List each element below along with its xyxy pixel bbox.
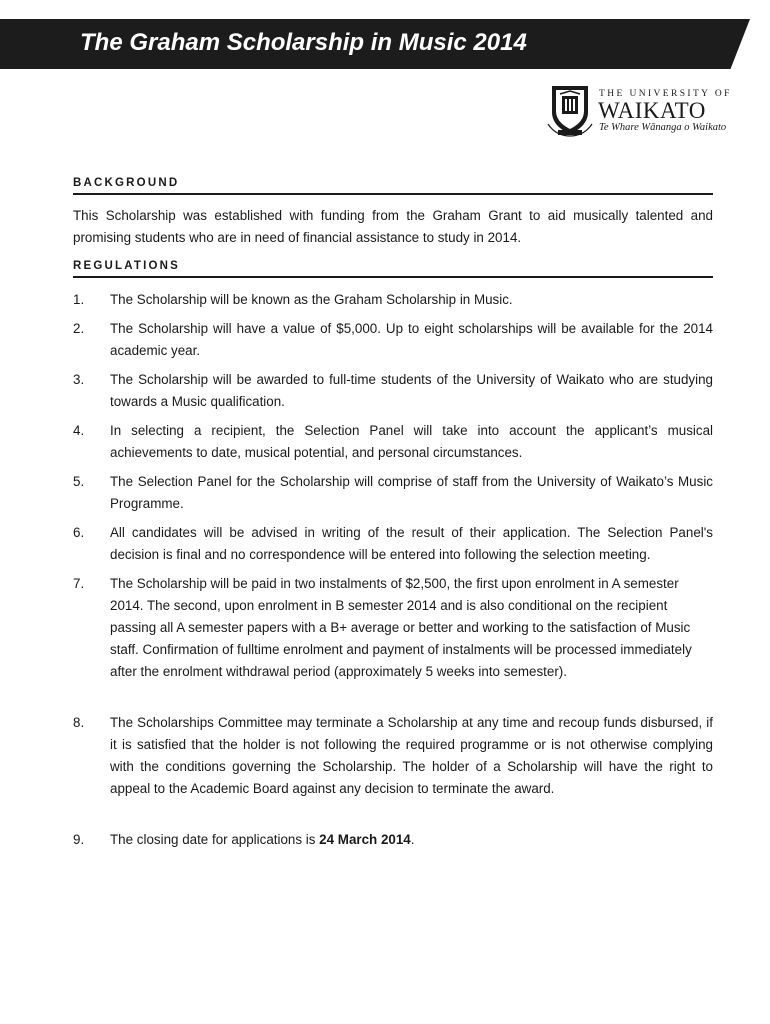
regulation-item-6 bbox=[73, 522, 713, 566]
university-of-label: THE UNIVERSITY OF bbox=[599, 89, 732, 99]
regulation-number: 3. bbox=[73, 372, 85, 387]
closing-date: 24 March 2014 bbox=[319, 832, 411, 847]
regulation-number: 7. bbox=[73, 576, 85, 591]
background-rule bbox=[73, 193, 713, 195]
background-heading: BACKGROUND bbox=[73, 177, 180, 189]
regulation-item-2 bbox=[73, 318, 713, 362]
regulation-item-7 bbox=[73, 573, 713, 683]
regulation-item-9 bbox=[73, 829, 713, 851]
regulations-rule bbox=[73, 276, 713, 278]
regulation-item-5 bbox=[73, 471, 713, 515]
regulation-text: The Scholarship will be known as the Graham Scholarship in Music. bbox=[110, 292, 513, 307]
page-title: The Graham Scholarship in Music 2014 bbox=[80, 29, 527, 56]
regulation-item-8 bbox=[73, 712, 713, 800]
regulation-number: 8. bbox=[73, 715, 85, 730]
university-logo bbox=[546, 82, 732, 138]
regulation-item-3 bbox=[73, 369, 713, 413]
background-text: This Scholarship was established with funding from the Graham Grant to aid musically talented and promising students who are in need of financial assistance to study in 2014. bbox=[73, 208, 713, 245]
crest-icon bbox=[546, 82, 594, 138]
closing-date-prefix: The closing date for applications is bbox=[110, 832, 320, 847]
regulation-text: The Selection Panel for the Scholarship will comprise of staff from the University of Waikato’s Music Programme. bbox=[110, 474, 713, 511]
regulation-text: The Scholarship will be awarded to full-time students of the University of Waikato who are studying towards a Music qualification. bbox=[110, 372, 713, 409]
regulation-item-4 bbox=[73, 420, 713, 464]
university-name: WAIKATO bbox=[598, 98, 706, 123]
closing-date-suffix: . bbox=[410, 832, 415, 847]
regulation-item-1 bbox=[73, 289, 713, 311]
regulation-text: The Scholarships Committee may terminate a Scholarship at any time and recoup funds disbursed, if it is satisfied that the holder is not following the required programme or is not otherwise complying with the conditions governing the Scholarship. The holder of a Scholarship will have the right to appeal to the Academic Board against any decision to terminate the award. bbox=[110, 715, 713, 796]
regulation-text: In selecting a recipient, the Selection Panel will take into account the applicant’s musical achievements to date, musical potential, and personal circumstances. bbox=[110, 423, 713, 460]
regulation-text: The Scholarship will have a value of $5,000. Up to eight scholarships will be available for the 2014 academic year. bbox=[110, 321, 713, 358]
regulation-number: 6. bbox=[73, 525, 85, 540]
regulation-number: 2. bbox=[73, 321, 85, 336]
regulation-text: The Scholarship will be paid in two instalments of $2,500, the first upon enrolment in A semester 2014. The second, upon enrolment in B semester 2014 and is also conditional on the recipient passing all A semester papers with a B+ average or better and working to the satisfaction of Music staff. Confirmation of fulltime enrolment and payment of instalments will be processed immediately after the enrolment withdrawal period (approximately 5 weeks into semester). bbox=[110, 576, 692, 679]
regulations-heading: REGULATIONS bbox=[73, 260, 181, 272]
regulation-number: 5. bbox=[73, 474, 85, 489]
university-maori-name: Te Whare Wānanga o Waikato bbox=[599, 122, 727, 133]
regulation-text bbox=[110, 829, 713, 851]
regulation-number: 9. bbox=[73, 832, 85, 847]
regulation-text: All candidates will be advised in writing of the result of their application. The Selection Panel's decision is final and no correspondence will be entered into following the selection meeting. bbox=[110, 525, 713, 562]
regulation-number: 4. bbox=[73, 423, 85, 438]
regulation-number: 1. bbox=[73, 292, 85, 307]
